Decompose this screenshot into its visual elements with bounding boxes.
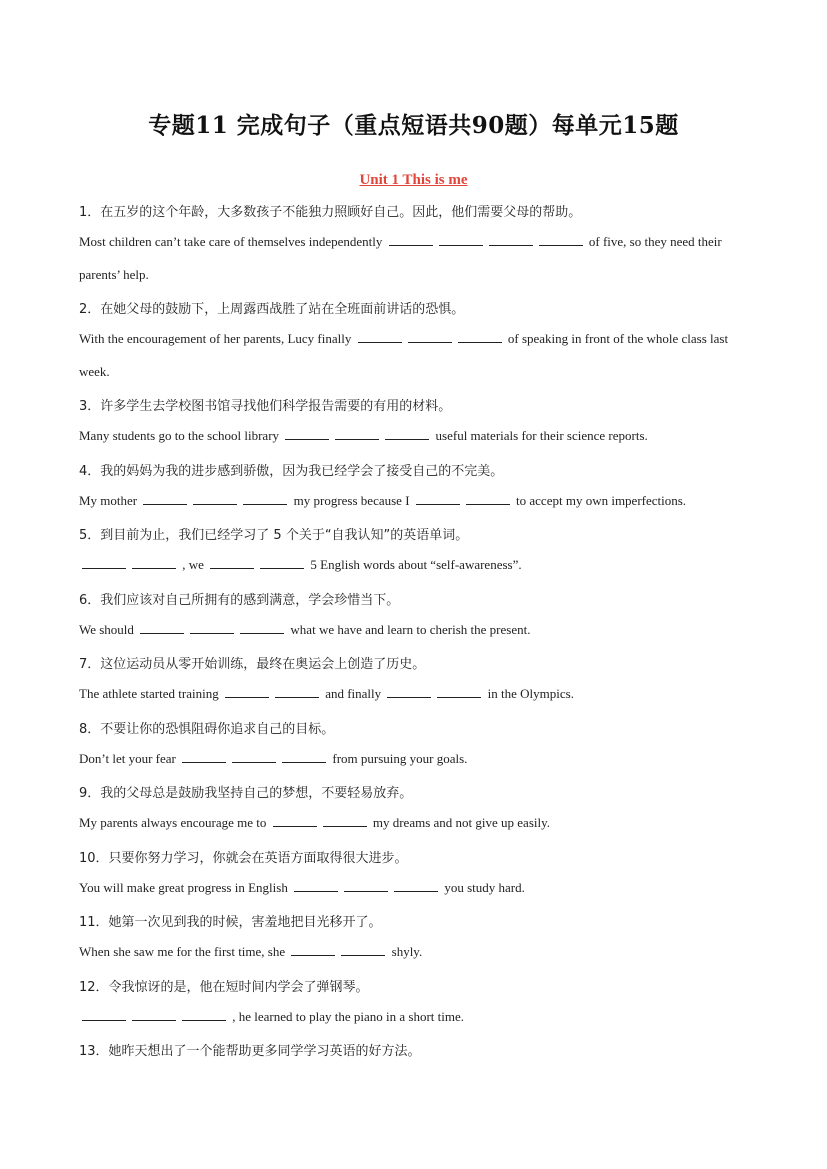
english-text: We should [79, 621, 134, 637]
answer-blank[interactable] [408, 328, 452, 343]
question-chinese-text: 许多学生去学校图书馆寻找他们科学报告需要的有用的材料。 [100, 399, 452, 414]
english-text: and finally [325, 686, 382, 701]
english-text: from pursuing your goals. [332, 750, 468, 766]
question-chinese-text: 只要你努力学习，你就会在英语方面取得很大进步。 [108, 850, 408, 866]
question-item [79, 394, 744, 453]
unit-heading: Unit 1 This is me [359, 172, 468, 188]
english-text: you study hard. [444, 879, 525, 895]
question-number: 10． [79, 850, 109, 866]
answer-blank[interactable] [416, 490, 460, 505]
english-text: shyly. [391, 944, 423, 959]
question-chinese-text: 在五岁的这个年龄，大多数孩子不能独力照顾好自己。因此，他们需要父母的帮助。 [100, 205, 582, 220]
question-english [79, 678, 744, 711]
answer-blank[interactable] [132, 1006, 176, 1021]
question-chinese-text: 令我惊讶的是，他在短时间内学会了弹钢琴。 [108, 979, 369, 995]
question-english [79, 420, 744, 453]
question-chinese [79, 910, 744, 936]
question-number: 9． [79, 786, 101, 801]
question-chinese [79, 717, 744, 743]
question-list [79, 200, 744, 1065]
english-text: to accept my own imperfections. [516, 492, 687, 508]
question-number: 3． [79, 399, 101, 414]
question-number: 13． [79, 1044, 109, 1059]
answer-blank[interactable] [387, 683, 431, 698]
answer-blank[interactable] [182, 748, 226, 763]
question-chinese [79, 394, 744, 420]
question-item [79, 910, 744, 969]
question-number: 8． [79, 721, 101, 737]
answer-blank[interactable] [260, 554, 304, 569]
question-english [79, 743, 744, 776]
question-chinese [79, 200, 744, 226]
question-english [79, 807, 744, 840]
question-item [79, 297, 744, 388]
answer-blank[interactable] [82, 554, 126, 569]
english-text: Most children can’t take care of themselves independently [79, 234, 383, 249]
question-number: 12． [79, 979, 109, 995]
answer-blank[interactable] [275, 683, 319, 698]
question-chinese-text: 我的父母总是鼓励我坚持自己的梦想，不要轻易放弃。 [100, 786, 413, 801]
english-text: My parents always encourage me to [79, 815, 267, 830]
english-text: Many students go to the school library [79, 428, 280, 443]
answer-blank[interactable] [385, 425, 429, 440]
answer-blank[interactable] [389, 231, 433, 246]
question-item [79, 717, 744, 776]
question-english [79, 323, 744, 388]
english-text: With the encouragement of her parents, Lucy finally [79, 331, 352, 346]
answer-blank[interactable] [240, 619, 284, 634]
question-chinese-text: 我的妈妈为我的进步感到骄傲，因为我已经学会了接受自己的不完美。 [100, 463, 504, 479]
answer-blank[interactable] [294, 877, 338, 892]
question-english [79, 936, 744, 969]
answer-blank[interactable] [143, 490, 187, 505]
answer-blank[interactable] [335, 425, 379, 440]
question-chinese [79, 846, 744, 872]
question-number: 4． [79, 463, 101, 479]
english-text: When she saw me for the first time, she [79, 944, 286, 959]
question-chinese-text: 在她父母的鼓励下，上周露西战胜了站在全班面前讲话的恐惧。 [100, 302, 465, 317]
answer-blank[interactable] [466, 490, 510, 505]
answer-blank[interactable] [243, 490, 287, 505]
english-text: The athlete started training [79, 686, 219, 701]
question-chinese-text: 她昨天想出了一个能帮助更多同学学习英语的好方法。 [108, 1044, 421, 1059]
english-text: 5 English words about “self-awareness”. [310, 557, 522, 572]
question-chinese [79, 588, 744, 614]
answer-blank[interactable] [539, 231, 583, 246]
answer-blank[interactable] [82, 1006, 126, 1021]
english-text: what we have and learn to cherish the present. [290, 621, 531, 637]
english-text: , we [182, 557, 204, 572]
answer-blank[interactable] [344, 877, 388, 892]
answer-blank[interactable] [291, 941, 335, 956]
question-chinese-text: 不要让你的恐惧阻碍你追求自己的目标。 [100, 721, 335, 737]
english-text: You will make great progress in English [79, 879, 288, 895]
answer-blank[interactable] [358, 328, 402, 343]
question-number: 5． [79, 528, 101, 543]
question-chinese-text: 到目前为止，我们已经学习了 5 个关于“自我认知”的英语单词。 [100, 528, 469, 543]
english-text: of five, so they need their parents’ help. [79, 234, 722, 282]
question-number: 11． [79, 915, 109, 930]
english-text: , he learned to play the piano in a short time. [232, 1008, 465, 1024]
question-english [79, 485, 744, 518]
question-chinese [79, 781, 744, 807]
answer-blank[interactable] [437, 683, 481, 698]
answer-blank[interactable] [394, 877, 438, 892]
answer-blank[interactable] [285, 425, 329, 440]
english-text: of speaking in front of the whole class last week. [79, 331, 729, 379]
document-title: 专题11 完成句子（重点短语共90题）每单元15题 [148, 112, 679, 139]
answer-blank[interactable] [439, 231, 483, 246]
question-english [79, 614, 744, 647]
question-item [79, 459, 744, 518]
question-english [79, 226, 744, 291]
english-text: my dreams and not give up easily. [372, 815, 551, 830]
answer-blank[interactable] [210, 554, 254, 569]
question-item [79, 846, 744, 905]
question-item [79, 975, 744, 1034]
question-item [79, 781, 744, 840]
answer-blank[interactable] [225, 683, 269, 698]
question-item [79, 652, 744, 711]
question-item [79, 588, 744, 647]
english-text: My mother [79, 492, 138, 508]
question-item [79, 200, 744, 291]
answer-blank[interactable] [232, 748, 276, 763]
question-number: 2． [79, 302, 101, 317]
question-item [79, 523, 744, 582]
answer-blank[interactable] [458, 328, 502, 343]
question-number: 6． [79, 592, 101, 608]
english-text: Don’t let your fear [79, 750, 176, 766]
answer-blank[interactable] [193, 490, 237, 505]
answer-blank[interactable] [282, 748, 326, 763]
question-chinese [79, 975, 744, 1001]
english-text: useful materials for their science reports. [435, 428, 648, 443]
answer-blank[interactable] [132, 554, 176, 569]
question-number: 7． [79, 657, 101, 672]
question-chinese-text: 她第一次见到我的时候，害羞地把目光移开了。 [108, 915, 382, 930]
question-number: 1． [79, 205, 101, 220]
english-text: in the Olympics. [487, 686, 574, 701]
answer-blank[interactable] [140, 619, 184, 634]
answer-blank[interactable] [273, 812, 317, 827]
question-chinese [79, 652, 744, 678]
question-chinese-text: 我们应该对自己所拥有的感到满意，学会珍惜当下。 [100, 592, 400, 608]
question-chinese [79, 459, 744, 485]
question-chinese [79, 523, 744, 549]
question-item [79, 1039, 744, 1065]
question-chinese-text: 这位运动员从零开始训练，最终在奥运会上创造了历史。 [100, 657, 426, 672]
question-english [79, 1001, 744, 1034]
answer-blank[interactable] [323, 812, 367, 827]
answer-blank[interactable] [341, 941, 385, 956]
question-chinese [79, 297, 744, 323]
answer-blank[interactable] [190, 619, 234, 634]
question-chinese [79, 1039, 744, 1065]
english-text: my progress because I [293, 492, 410, 508]
question-english [79, 549, 744, 582]
answer-blank[interactable] [489, 231, 533, 246]
answer-blank[interactable] [182, 1006, 226, 1021]
question-english [79, 872, 744, 905]
